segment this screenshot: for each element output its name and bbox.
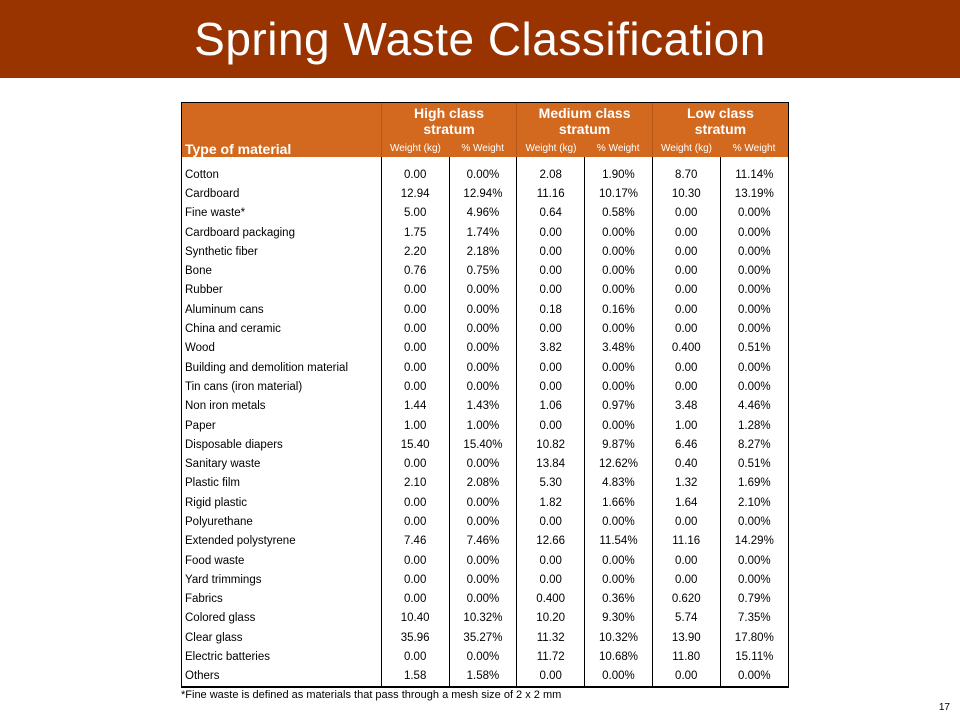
cell-low-pct: 0.00%	[720, 512, 788, 531]
material-name: Sanitary waste	[185, 458, 261, 471]
material-name: Rigid plastic	[185, 496, 247, 509]
table-row	[182, 590, 788, 609]
table-row	[182, 493, 788, 512]
cell-low-weight: 10.30	[652, 184, 720, 203]
cell-medium-weight: 0.00	[517, 223, 585, 242]
cell-medium-weight: 0.00	[517, 358, 585, 377]
cell-low-pct: 11.14%	[720, 165, 788, 184]
cell-medium-pct: 1.66%	[585, 493, 653, 512]
table-row	[182, 454, 788, 473]
cell-high-pct: 10.32%	[449, 609, 517, 628]
cell-low-weight: 1.00	[652, 416, 720, 435]
cell-medium-pct: 0.00%	[585, 261, 653, 280]
cell-high-pct: 0.00%	[449, 454, 517, 473]
cell-high-weight: 0.76	[381, 261, 449, 280]
cell-low-weight: 11.16	[652, 532, 720, 551]
table-row	[182, 512, 788, 531]
cell-high-weight: 0.00	[381, 377, 449, 396]
cell-low-weight: 1.64	[652, 493, 720, 512]
table-row	[182, 165, 788, 184]
table-row	[182, 416, 788, 435]
cell-low-weight: 3.48	[652, 397, 720, 416]
header-medium-class-line1: Medium class	[538, 105, 631, 121]
table-row	[182, 532, 788, 551]
cell-medium-pct: 4.83%	[585, 474, 653, 493]
header-low-class-line1: Low class	[686, 105, 754, 121]
cell-low-weight: 0.00	[652, 300, 720, 319]
cell-low-pct: 0.79%	[720, 590, 788, 609]
cell-high-pct: 0.00%	[449, 512, 517, 531]
material-name: Fabrics	[185, 593, 223, 606]
cell-high-pct: 0.00%	[449, 590, 517, 609]
table-row	[182, 319, 788, 338]
cell-high-pct: 2.18%	[449, 242, 517, 261]
cell-medium-pct: 0.16%	[585, 300, 653, 319]
cell-high-pct: 0.00%	[449, 551, 517, 570]
cell-low-pct: 14.29%	[720, 532, 788, 551]
cell-low-pct: 0.00%	[720, 667, 788, 687]
cell-medium-pct: 10.68%	[585, 647, 653, 666]
cell-low-weight: 0.00	[652, 667, 720, 687]
cell-high-weight: 0.00	[381, 165, 449, 184]
material-name: China and ceramic	[185, 323, 281, 336]
cell-medium-weight: 0.00	[517, 281, 585, 300]
cell-high-weight: 5.00	[381, 204, 449, 223]
cell-medium-weight: 0.00	[517, 242, 585, 261]
material-name: Disposable diapers	[185, 438, 283, 451]
table-row	[182, 570, 788, 589]
material-name: Food waste	[185, 554, 245, 567]
cell-medium-pct: 0.00%	[585, 358, 653, 377]
cell-medium-weight: 0.00	[517, 551, 585, 570]
cell-low-pct: 17.80%	[720, 628, 788, 647]
material-name: Cotton	[185, 168, 219, 181]
cell-medium-weight: 1.82	[517, 493, 585, 512]
cell-medium-weight: 1.06	[517, 397, 585, 416]
cell-low-pct: 0.00%	[720, 551, 788, 570]
header-low-class	[652, 103, 788, 139]
cell-low-pct: 2.10%	[720, 493, 788, 512]
cell-medium-weight: 10.82	[517, 435, 585, 454]
cell-medium-weight: 11.72	[517, 647, 585, 666]
cell-low-pct: 0.51%	[720, 339, 788, 358]
cell-medium-weight: 0.00	[517, 416, 585, 435]
table-row	[182, 474, 788, 493]
cell-low-weight: 0.40	[652, 454, 720, 473]
cell-medium-weight: 11.32	[517, 628, 585, 647]
table-row	[182, 358, 788, 377]
cell-high-weight: 15.40	[381, 435, 449, 454]
cell-low-weight: 11.80	[652, 647, 720, 666]
table-row	[182, 551, 788, 570]
cell-low-pct: 0.00%	[720, 358, 788, 377]
cell-medium-pct: 0.00%	[585, 551, 653, 570]
cell-high-pct: 0.00%	[449, 493, 517, 512]
cell-medium-pct: 9.87%	[585, 435, 653, 454]
cell-high-weight: 0.00	[381, 300, 449, 319]
cell-low-weight: 0.00	[652, 281, 720, 300]
header-low-pct: % Weight	[720, 139, 788, 157]
cell-low-pct: 13.19%	[720, 184, 788, 203]
cell-medium-pct: 9.30%	[585, 609, 653, 628]
cell-medium-weight: 0.64	[517, 204, 585, 223]
header-high-class-line2: stratum	[423, 121, 475, 137]
cell-medium-weight: 5.30	[517, 474, 585, 493]
cell-high-pct: 0.00%	[449, 319, 517, 338]
cell-medium-pct: 0.00%	[585, 416, 653, 435]
cell-high-weight: 12.94	[381, 184, 449, 203]
cell-high-pct: 0.00%	[449, 300, 517, 319]
table-row	[182, 204, 788, 223]
material-name: Electric batteries	[185, 651, 271, 664]
cell-high-weight: 1.75	[381, 223, 449, 242]
cell-high-pct: 1.00%	[449, 416, 517, 435]
cell-medium-weight: 0.00	[517, 667, 585, 687]
footnote: *Fine waste is defined as materials that pass through a mesh size of 2 x 2 mm	[181, 689, 562, 701]
cell-low-weight: 0.00	[652, 377, 720, 396]
material-name: Non iron metals	[185, 400, 266, 413]
table-row	[182, 647, 788, 666]
cell-low-weight: 0.00	[652, 204, 720, 223]
header-type-of-material: Type of material	[182, 103, 381, 157]
header-low-class-line2: stratum	[694, 121, 747, 137]
cell-high-pct: 4.96%	[449, 204, 517, 223]
table-row	[182, 223, 788, 242]
cell-medium-pct: 0.00%	[585, 570, 653, 589]
header-high-class	[381, 103, 517, 139]
page-title: Spring Waste Classification	[194, 13, 766, 65]
cell-low-pct: 0.00%	[720, 223, 788, 242]
cell-high-pct: 2.08%	[449, 474, 517, 493]
cell-high-pct: 0.75%	[449, 261, 517, 280]
cell-medium-pct: 11.54%	[585, 532, 653, 551]
waste-table	[181, 102, 789, 688]
cell-high-weight: 0.00	[381, 339, 449, 358]
cell-medium-pct: 0.00%	[585, 512, 653, 531]
header-high-weight: Weight (kg)	[381, 139, 449, 157]
cell-high-pct: 35.27%	[449, 628, 517, 647]
header-medium-pct: % Weight	[585, 139, 653, 157]
cell-high-weight: 1.58	[381, 667, 449, 687]
cell-medium-pct: 0.00%	[585, 281, 653, 300]
cell-low-weight: 0.400	[652, 339, 720, 358]
cell-high-weight: 10.40	[381, 609, 449, 628]
cell-medium-weight: 3.82	[517, 339, 585, 358]
cell-low-weight: 0.00	[652, 261, 720, 280]
header-high-pct: % Weight	[449, 139, 517, 157]
cell-medium-pct: 10.32%	[585, 628, 653, 647]
cell-low-pct: 1.28%	[720, 416, 788, 435]
cell-medium-weight: 0.00	[517, 512, 585, 531]
material-name: Yard trimmings	[185, 573, 262, 586]
cell-high-pct: 1.58%	[449, 667, 517, 687]
table-spacer-row	[182, 157, 788, 165]
cell-high-weight: 0.00	[381, 570, 449, 589]
cell-medium-pct: 0.00%	[585, 223, 653, 242]
cell-low-pct: 15.11%	[720, 647, 788, 666]
material-name: Cardboard packaging	[185, 226, 295, 239]
cell-low-weight: 0.620	[652, 590, 720, 609]
table-row	[182, 300, 788, 319]
cell-medium-pct: 12.62%	[585, 454, 653, 473]
cell-high-pct: 1.74%	[449, 223, 517, 242]
cell-high-weight: 1.44	[381, 397, 449, 416]
cell-high-pct: 0.00%	[449, 339, 517, 358]
cell-low-pct: 0.00%	[720, 300, 788, 319]
cell-high-pct: 12.94%	[449, 184, 517, 203]
cell-high-weight: 2.10	[381, 474, 449, 493]
cell-medium-weight: 12.66	[517, 532, 585, 551]
cell-medium-weight: 0.400	[517, 590, 585, 609]
material-name: Building and demolition material	[185, 361, 349, 374]
cell-high-weight: 35.96	[381, 628, 449, 647]
cell-low-weight: 0.00	[652, 319, 720, 338]
cell-high-weight: 2.20	[381, 242, 449, 261]
table-row	[182, 377, 788, 396]
cell-low-pct: 0.00%	[720, 204, 788, 223]
cell-low-weight: 5.74	[652, 609, 720, 628]
cell-medium-weight: 0.18	[517, 300, 585, 319]
table-row	[182, 339, 788, 358]
cell-high-weight: 0.00	[381, 512, 449, 531]
table-row	[182, 397, 788, 416]
material-name: Rubber	[185, 284, 223, 297]
cell-medium-pct: 0.00%	[585, 377, 653, 396]
cell-low-pct: 7.35%	[720, 609, 788, 628]
cell-low-weight: 0.00	[652, 570, 720, 589]
material-name: Clear glass	[185, 631, 243, 644]
cell-low-weight: 13.90	[652, 628, 720, 647]
cell-high-weight: 0.00	[381, 493, 449, 512]
material-name: Others	[182, 667, 381, 687]
cell-high-pct: 0.00%	[449, 358, 517, 377]
table-row	[182, 609, 788, 628]
cell-medium-weight: 0.00	[517, 377, 585, 396]
cell-medium-weight: 10.20	[517, 609, 585, 628]
header-medium-class-line2: stratum	[558, 121, 611, 137]
cell-high-weight: 0.00	[381, 281, 449, 300]
cell-high-weight: 0.00	[381, 590, 449, 609]
material-name: Bone	[185, 265, 212, 278]
cell-low-weight: 0.00	[652, 551, 720, 570]
cell-medium-weight: 13.84	[517, 454, 585, 473]
cell-low-pct: 0.00%	[720, 377, 788, 396]
cell-high-pct: 1.43%	[449, 397, 517, 416]
table-row	[182, 435, 788, 454]
material-name: Aluminum cans	[185, 303, 264, 316]
cell-medium-weight: 0.00	[517, 261, 585, 280]
cell-low-pct: 0.00%	[720, 570, 788, 589]
cell-low-pct: 8.27%	[720, 435, 788, 454]
header-high-class-line1: High class	[414, 105, 485, 121]
cell-high-weight: 0.00	[381, 358, 449, 377]
cell-medium-pct: 3.48%	[585, 339, 653, 358]
cell-medium-pct: 0.58%	[585, 204, 653, 223]
material-name: Plastic film	[185, 477, 240, 490]
cell-medium-pct: 0.00%	[585, 667, 653, 687]
cell-low-weight: 8.70	[652, 165, 720, 184]
cell-high-pct: 0.00%	[449, 281, 517, 300]
cell-high-pct: 0.00%	[449, 165, 517, 184]
cell-medium-weight: 0.00	[517, 319, 585, 338]
cell-high-pct: 0.00%	[449, 647, 517, 666]
table-row	[182, 281, 788, 300]
page-number: 17	[938, 702, 950, 713]
cell-high-pct: 7.46%	[449, 532, 517, 551]
cell-medium-weight: 0.00	[517, 570, 585, 589]
cell-low-weight: 0.00	[652, 512, 720, 531]
cell-low-pct: 0.00%	[720, 242, 788, 261]
table-row	[182, 667, 788, 687]
cell-low-weight: 6.46	[652, 435, 720, 454]
cell-high-weight: 7.46	[381, 532, 449, 551]
header-medium-weight: Weight (kg)	[517, 139, 585, 157]
cell-low-pct: 0.51%	[720, 454, 788, 473]
cell-high-pct: 0.00%	[449, 570, 517, 589]
cell-low-pct: 0.00%	[720, 281, 788, 300]
material-name: Polyurethane	[185, 515, 253, 528]
cell-high-weight: 0.00	[381, 319, 449, 338]
table-row	[182, 242, 788, 261]
cell-medium-pct: 1.90%	[585, 165, 653, 184]
table-row	[182, 628, 788, 647]
material-name: Paper	[185, 419, 216, 432]
header-low-weight: Weight (kg)	[652, 139, 720, 157]
cell-low-pct: 0.00%	[720, 319, 788, 338]
cell-medium-pct: 0.00%	[585, 242, 653, 261]
cell-high-weight: 0.00	[381, 551, 449, 570]
cell-low-pct: 0.00%	[720, 261, 788, 280]
table-body	[182, 157, 788, 687]
material-name: Fine waste*	[185, 207, 246, 220]
cell-high-weight: 0.00	[381, 647, 449, 666]
material-name: Extended polystyrene	[185, 535, 296, 548]
cell-low-pct: 4.46%	[720, 397, 788, 416]
cell-high-weight: 1.00	[381, 416, 449, 435]
cell-low-weight: 0.00	[652, 242, 720, 261]
cell-high-pct: 15.40%	[449, 435, 517, 454]
table-row	[182, 261, 788, 280]
cell-medium-pct: 0.97%	[585, 397, 653, 416]
material-name: Tin cans (iron material)	[185, 380, 303, 393]
cell-low-weight: 0.00	[652, 223, 720, 242]
header-medium-class	[517, 103, 653, 139]
cell-high-weight: 0.00	[381, 454, 449, 473]
cell-low-weight: 1.32	[652, 474, 720, 493]
cell-low-pct: 1.69%	[720, 474, 788, 493]
cell-medium-pct: 10.17%	[585, 184, 653, 203]
material-name: Wood	[185, 342, 215, 355]
cell-low-weight: 0.00	[652, 358, 720, 377]
cell-medium-pct: 0.00%	[585, 319, 653, 338]
cell-medium-pct: 0.36%	[585, 590, 653, 609]
cell-medium-weight: 11.16	[517, 184, 585, 203]
material-name: Cardboard	[185, 187, 240, 200]
material-name: Colored glass	[185, 612, 256, 625]
cell-high-pct: 0.00%	[449, 377, 517, 396]
cell-medium-weight: 2.08	[517, 165, 585, 184]
material-name: Synthetic fiber	[185, 245, 258, 258]
table-row	[182, 184, 788, 203]
